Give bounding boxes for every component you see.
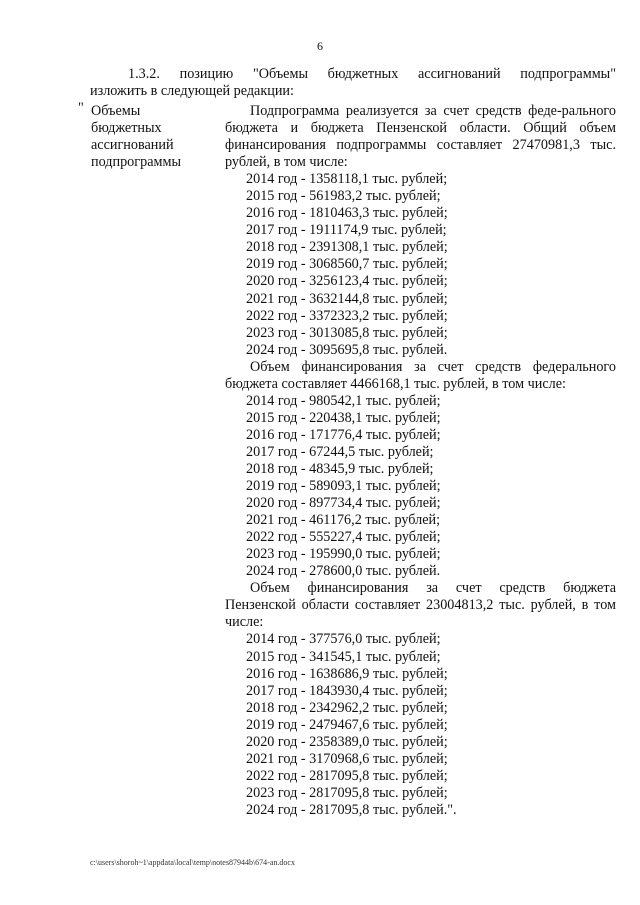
- page-number: 6: [317, 39, 323, 53]
- year-line: 2024 год - 3095695,8 тыс. рублей.: [246, 341, 448, 358]
- regional-years-list: [225, 631, 616, 819]
- year-line: 2019 год - 3068560,7 тыс. рублей;: [246, 256, 448, 273]
- federal-intro: Объем финансирования за счет средств федерального бюджета составляет 4466168,1 тыс. рублей, в том числе:: [225, 358, 616, 392]
- financing-content: [225, 103, 616, 819]
- year-line: 2019 год - 589093,1 тыс. рублей;: [246, 478, 441, 495]
- year-line: 2017 год - 1911174,9 тыс. рублей;: [246, 222, 447, 239]
- year-line: 2017 год - 1843930,4 тыс. рублей;: [246, 682, 448, 699]
- year-line: 2016 год - 1638686,9 тыс. рублей;: [246, 665, 448, 682]
- year-line: 2018 год - 2342962,2 тыс. рублей;: [246, 699, 448, 716]
- year-line: 2023 год - 2817095,8 тыс. рублей;: [246, 784, 448, 801]
- year-line: 2016 год - 171776,4 тыс. рублей;: [246, 426, 441, 443]
- year-line: 2015 год - 341545,1 тыс. рублей;: [246, 648, 441, 665]
- intro-line-1: 1.3.2. позицию "Объемы бюджетных ассигнований подпрограммы": [128, 66, 616, 82]
- year-line: 2024 год - 278600,0 тыс. рублей.: [246, 563, 441, 580]
- opening-quote: ": [78, 100, 84, 116]
- year-line: 2020 год - 2358389,0 тыс. рублей;: [246, 733, 448, 750]
- year-line: 2022 год - 555227,4 тыс. рублей;: [246, 529, 441, 546]
- total-years-list: [225, 171, 616, 359]
- year-line: 2016 год - 1810463,3 тыс. рублей;: [246, 205, 448, 222]
- intro-line-2: изложить в следующей редакции:: [90, 83, 294, 99]
- regional-intro: Объем финансирования за счет средств бюджета Пензенской области составляет 23004813,2 тыс. рублей, в том числе:: [225, 580, 616, 631]
- total-intro: Подпрограмма реализуется за счет средств феде-рального бюджета и бюджета Пензенской области. Общий объем финансирования подпрограммы составляет 27470981,3 тыс. рублей, в том числе:: [225, 103, 616, 171]
- federal-years-list: [225, 393, 616, 581]
- year-line: 2014 год - 377576,0 тыс. рублей;: [246, 631, 441, 648]
- year-line: 2018 год - 2391308,1 тыс. рублей;: [246, 239, 448, 256]
- file-path-footer: c:\users\shoroh~1\appdata\local\temp\notes87944b\674-an.docx: [90, 858, 295, 867]
- year-line: 2023 год - 3013085,8 тыс. рублей;: [246, 324, 448, 341]
- year-line: 2024 год - 2817095,8 тыс. рублей.".: [246, 801, 457, 818]
- year-line: 2019 год - 2479467,6 тыс. рублей;: [246, 716, 448, 733]
- year-line: 2022 год - 2817095,8 тыс. рублей;: [246, 767, 448, 784]
- year-line: 2022 год - 3372323,2 тыс. рублей;: [246, 307, 448, 324]
- year-line: 2020 год - 3256123,4 тыс. рублей;: [246, 273, 448, 290]
- year-line: 2014 год - 1358118,1 тыс. рублей;: [246, 171, 448, 188]
- year-line: 2020 год - 897734,4 тыс. рублей;: [246, 495, 441, 512]
- year-line: 2023 год - 195990,0 тыс. рублей;: [246, 546, 441, 563]
- year-line: 2014 год - 980542,1 тыс. рублей;: [246, 392, 441, 409]
- year-line: 2021 год - 3632144,8 тыс. рублей;: [246, 290, 448, 307]
- intro-paragraph: [90, 66, 616, 100]
- year-line: 2017 год - 67244,5 тыс. рублей;: [246, 443, 434, 460]
- position-label: Объемы бюджетных ассигнований подпрограммы: [91, 103, 181, 170]
- year-line: 2021 год - 461176,2 тыс. рублей;: [246, 512, 441, 529]
- year-line: 2018 год - 48345,9 тыс. рублей;: [246, 460, 434, 477]
- year-line: 2021 год - 3170968,6 тыс. рублей;: [246, 750, 448, 767]
- year-line: 2015 год - 220438,1 тыс. рублей;: [246, 409, 441, 426]
- year-line: 2015 год - 561983,2 тыс. рублей;: [246, 188, 441, 205]
